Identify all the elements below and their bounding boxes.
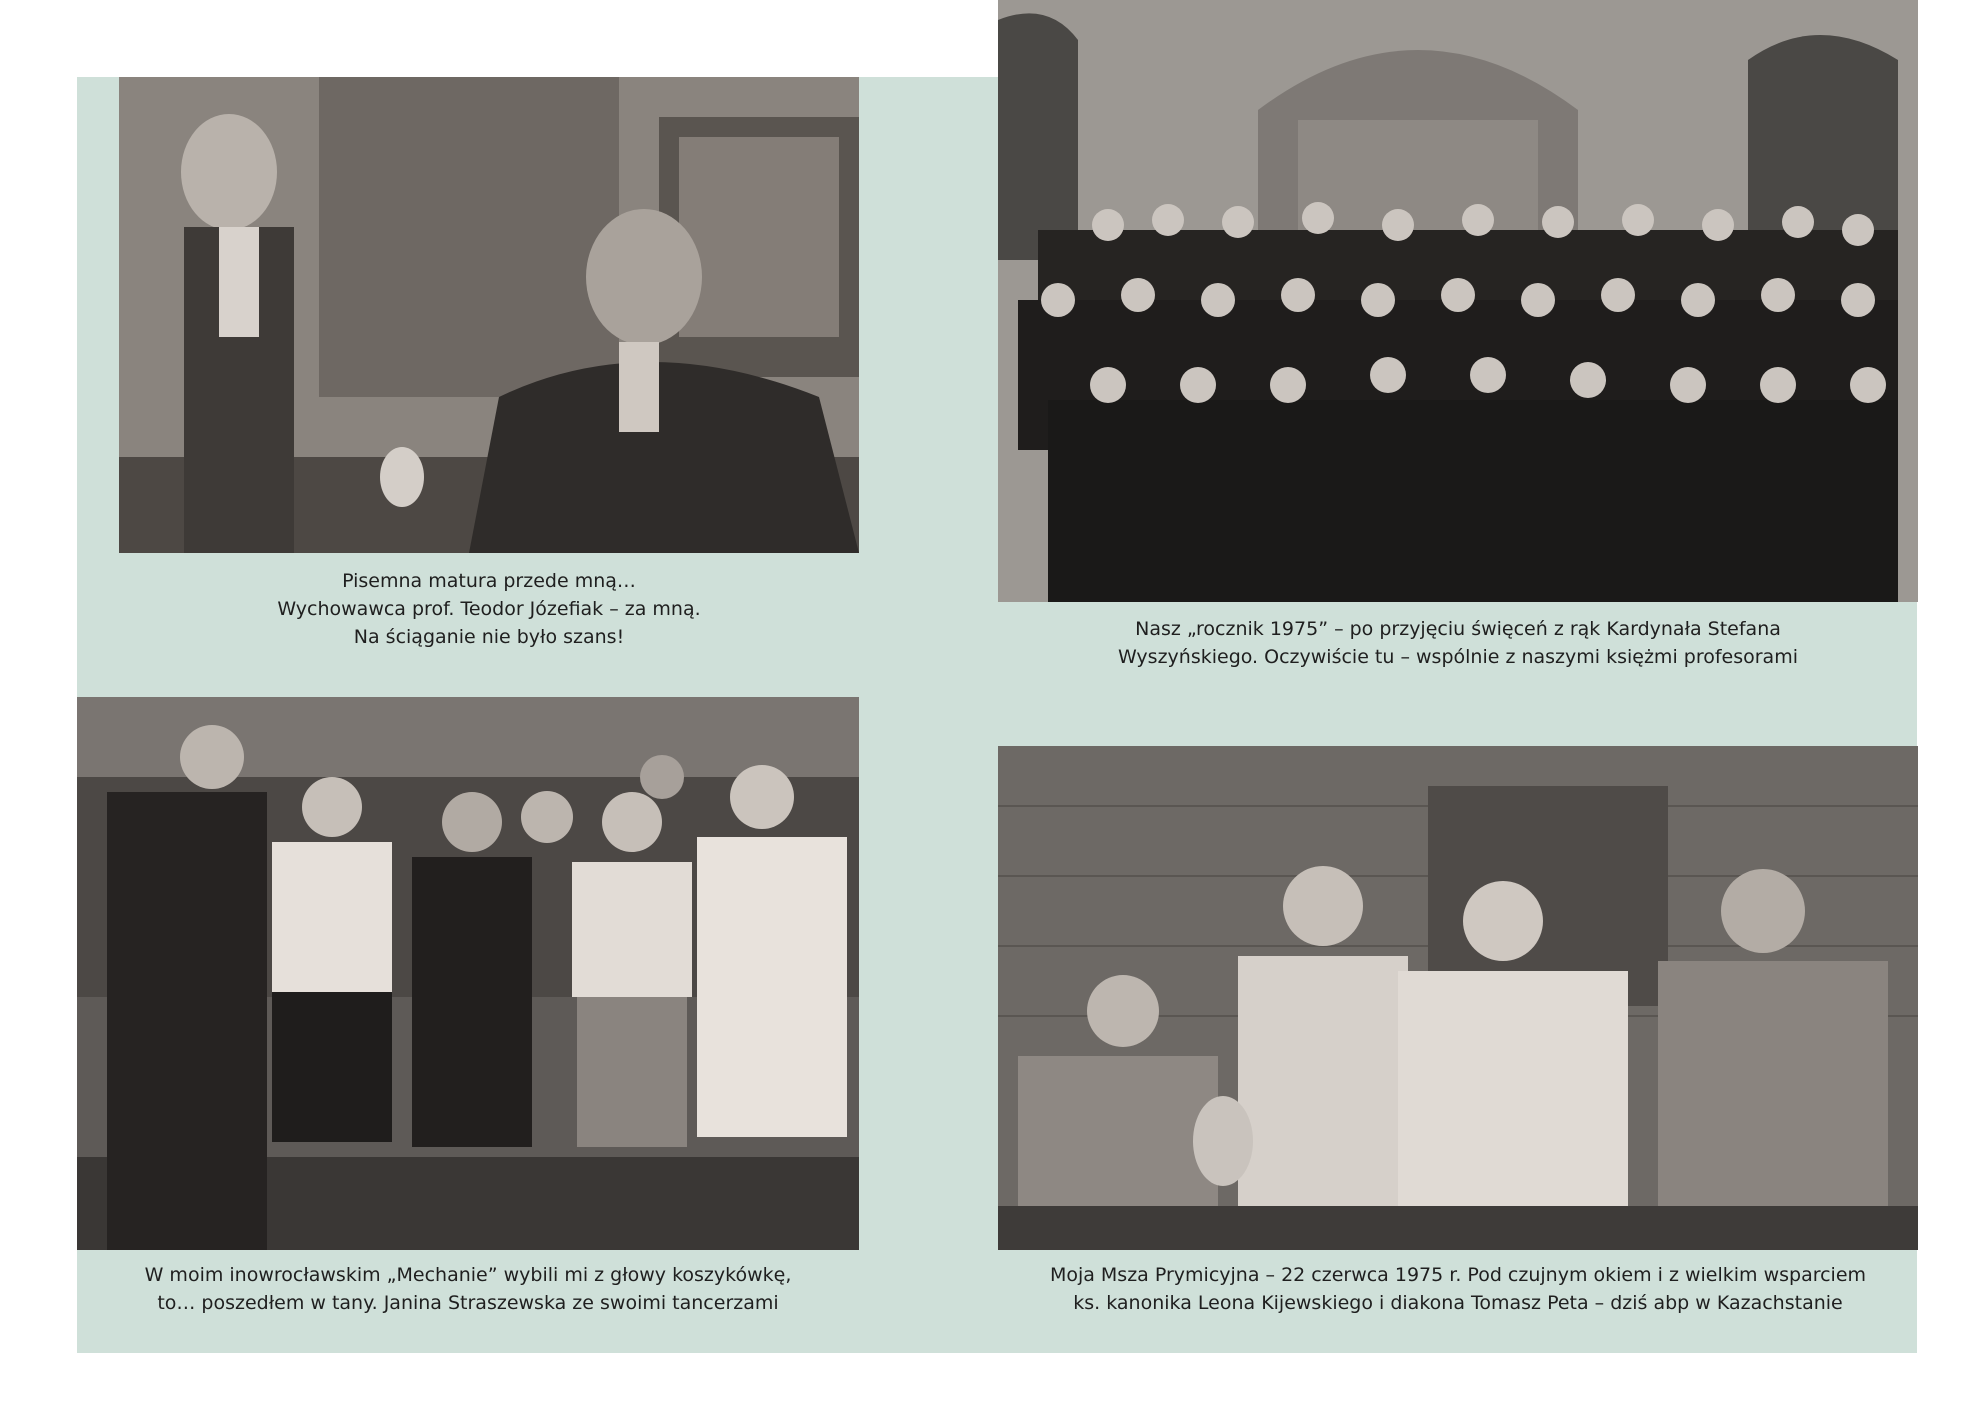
caption-line: Wyszyńskiego. Oczywiście tu – wspólnie z naszymi księżmi profesorami: [1117, 646, 1798, 668]
photo-rocznik-illustration: [998, 0, 1918, 602]
photo-dance-group: [77, 697, 859, 1250]
photo-mechanik-illustration: [77, 697, 859, 1250]
caption-line: Moja Msza Prymicyjna – 22 czerwca 1975 r. Pod czujnym okiem i z wielkim wsparciem: [1049, 1264, 1867, 1286]
caption-line: to… poszedłem w tany. Janina Straszewska ze swoimi tancerzami: [157, 1292, 779, 1314]
photo-first-mass: [998, 746, 1918, 1250]
caption-line: W moim inowrocławskim „Mechanie” wybili mi z głowy koszykówkę,: [144, 1264, 792, 1286]
photo-prymicja-illustration: [998, 746, 1918, 1250]
caption-line: ks. kanonika Leona Kijewskiego i diakona Tomasz Peta – dziś abp w Kazachstanie: [1073, 1292, 1843, 1314]
photo-matura-illustration: [119, 77, 859, 553]
photo-ordination-group: [998, 0, 1918, 602]
caption-line: Wychowawca prof. Teodor Józefiak – za mną.: [277, 598, 701, 620]
caption-ordination-group: [998, 615, 1918, 671]
caption-line: Pisemna matura przede mną…: [342, 570, 636, 592]
caption-dance-group: [77, 1261, 859, 1317]
caption-matura-exam: [119, 567, 859, 651]
caption-line: Na ściąganie nie było szans!: [353, 626, 625, 648]
caption-first-mass: [998, 1261, 1918, 1317]
photo-matura-exam: [119, 77, 859, 553]
caption-line: Nasz „rocznik 1975” – po przyjęciu święceń z rąk Kardynała Stefana: [1135, 618, 1781, 640]
